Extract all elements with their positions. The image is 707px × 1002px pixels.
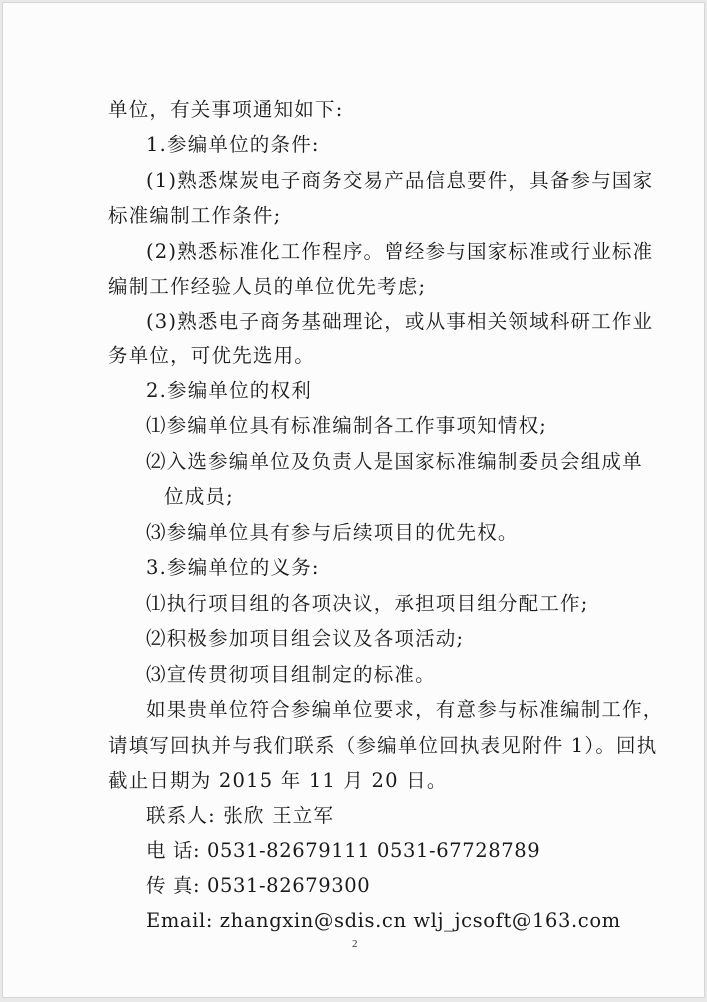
text-line-19: 请填写回执并与我们联系（参编单位回执表见附件 1）。回执 [108,734,658,757]
text-line-15: ⑴执行项目组的各项决议，承担项目组分配工作; [146,592,589,615]
text-line-13: ⑶参编单位具有参与后续项目的优先权。 [146,521,519,544]
page-number: 2 [352,938,358,950]
text-line-1: 单位，有关事项通知如下: [108,98,344,121]
text-line-7: (3)熟悉电子商务基础理论，或从事相关领域科研工作业 [146,310,654,333]
section-heading-obligations: 3.参编单位的义务: [146,556,320,579]
text-line-16: ⑵积极参加项目组会议及各项活动; [146,627,465,650]
section-heading-rights: 2.参编单位的权利 [146,379,312,402]
text-line-4: 标准编制工作条件; [108,204,282,227]
text-line-5: (2)熟悉标准化工作程序。曾经参与国家标准或行业标准 [146,240,654,263]
contact-email: Email: zhangxin@sdis.cn wlj_jcsoft@163.com [146,909,621,932]
text-line-10: ⑴参编单位具有标准编制各工作事项知情权; [146,414,548,437]
text-line-6: 编制工作经验人员的单位优先考虑; [108,275,427,298]
text-line-17: ⑶宣传贯彻项目组制定的标准。 [146,663,436,686]
text-line-20: 截止日期为 2015 年 11 月 20 日。 [108,769,448,792]
section-heading-conditions: 1.参编单位的条件: [146,133,320,156]
contact-person: 联系人: 张欣 王立军 [146,804,335,827]
contact-fax: 传 真: 0531-82679300 [146,874,371,897]
text-line-12: 位成员; [164,485,234,508]
contact-phone: 电 话: 0531-82679111 0531-67728789 [146,839,541,862]
text-line-18: 如果贵单位符合参编单位要求，有意参与标准编制工作， [146,698,664,721]
text-line-11: ⑵入选参编单位及负责人是国家标准编制委员会组成单 [146,450,643,473]
text-line-8: 务单位，可优先选用。 [108,344,316,367]
document-page [2,2,705,998]
text-line-3: (1)熟悉煤炭电子商务交易产品信息要件，具备参与国家 [146,169,654,192]
